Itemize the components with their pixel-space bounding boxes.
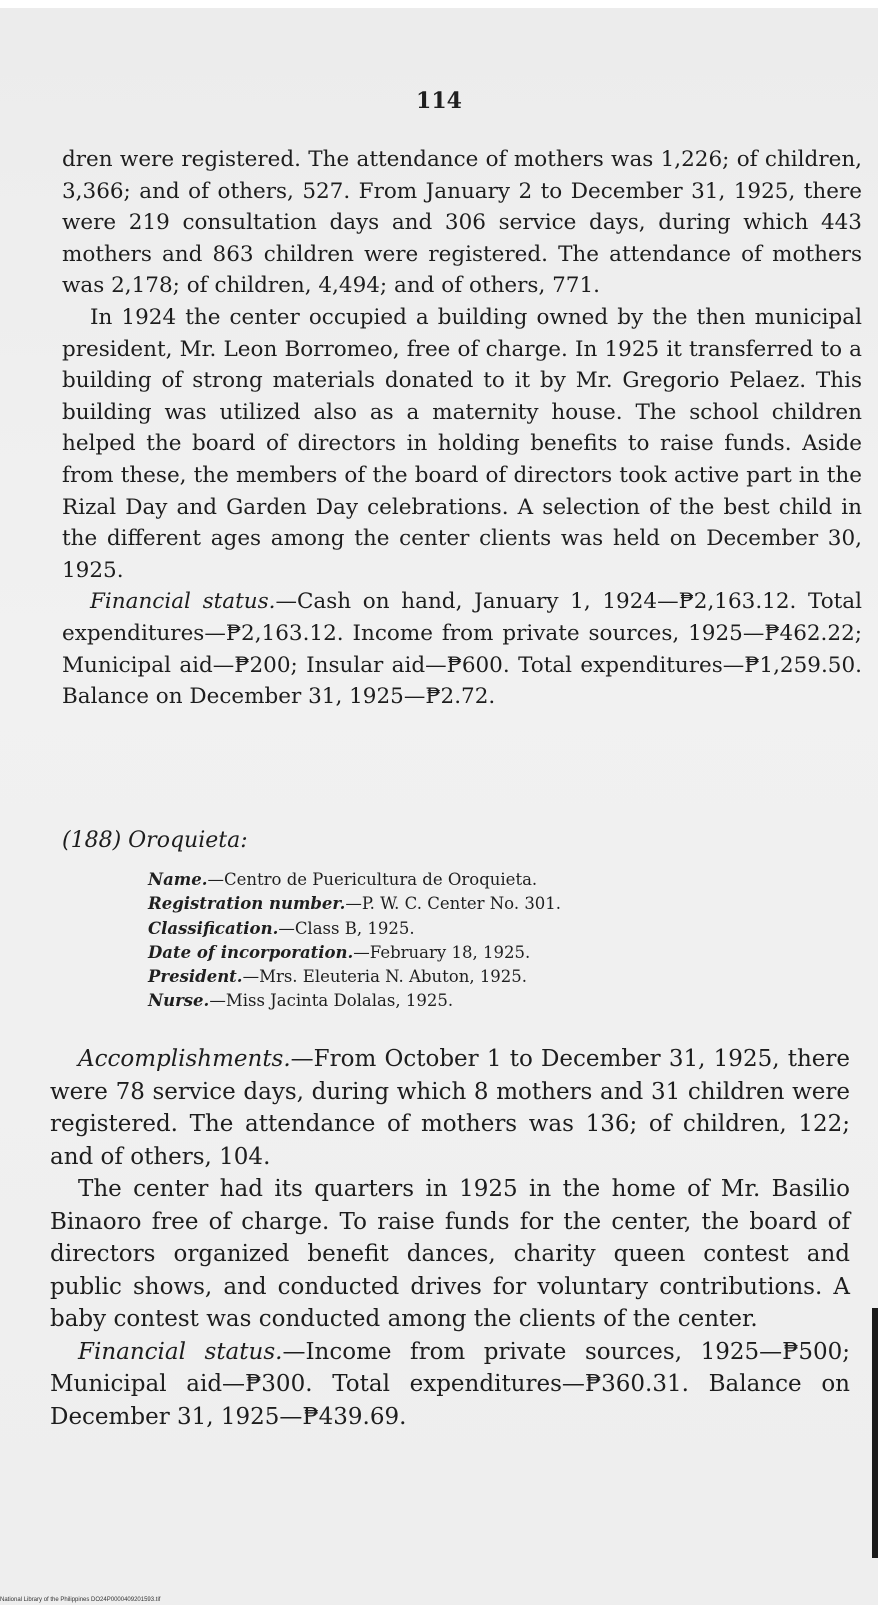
center-info-list — [148, 868, 768, 1014]
document-page — [0, 8, 878, 1605]
page-number: 114 — [416, 88, 462, 114]
paragraph-accomplishments: Accomplishments.—From October 1 to December 31, 1925, there were 78 service days, during which 8 mothers and 31 children were registered. The attendance of mothers was 136; of children, 122; and of others, 104. — [50, 1046, 850, 1170]
info-row-president: President.—Mrs. Eleuteria N. Abuton, 1925. — [148, 967, 528, 987]
scan-footer-caption: National Library of the Philippines DO24P0000409201593.tif — [0, 1597, 161, 1603]
paragraph-financial-status-1: Financial status.—Cash on hand, January 1, 1924—₱2,163.12. Total expenditures—₱2,163.12. Income from private sources, 1925—₱462.22; Municipal aid—₱200; Insular aid—₱600. Total expenditures—₱1,259.50. Balance on December 31, 1925—₱2.72. — [62, 589, 862, 710]
accomplishments-label: Accomplishments. — [78, 1046, 291, 1072]
financial-status-label: Financial status. — [90, 589, 276, 615]
info-row-incorporation: Date of incorporation.—February 18, 1925. — [148, 942, 531, 962]
paragraph-building-history: In 1924 the center occupied a building owned by the then municipal president, Mr. Leon Borromeo, free of charge. In 1925 it transferred to a building of strong materials donated to it by Mr. Gregorio Pelaez. This building was utilized also as a maternity house. The school children helped the board of directors in holding benefits to raise funds. Aside from these, the members of the board of directors took active part in the Rizal Day and Garden Day celebrations. A selection of the best child in the different ages among the center clients was held on December 30, 1925. — [62, 304, 862, 583]
paragraph-quarters: The center had its quarters in 1925 in the home of Mr. Basilio Binaoro free of charge. To raise funds for the center, the board of directors organized benefit dances, charity queen contest and public shows, and conducted drives for voluntary contributions. A baby contest was conducted among the clients of the center. — [50, 1176, 850, 1332]
info-row-classification: Classification.—Class B, 1925. — [148, 918, 415, 938]
section-heading: (188) Oroquieta: — [62, 828, 248, 853]
paragraph-financial-status-2: Financial status.—Income from private sources, 1925—₱500; Municipal aid—₱300. Total expenditures—₱360.31. Balance on December 31, 1925—₱439.69. — [50, 1338, 851, 1430]
info-row-name: Name.—Centro de Puericultura de Oroquieta. — [148, 870, 538, 889]
info-row-registration: Registration number.—P. W. C. Center No. 301. — [148, 894, 562, 914]
scan-edge-shadow — [872, 1308, 878, 1558]
info-row-nurse: Nurse.—Miss Jacinta Dolalas, 1925. — [148, 991, 454, 1011]
financial-status-label: Financial status. — [78, 1338, 283, 1365]
paragraph-registration-summary: dren were registered. The attendance of mothers was 1,226; of children, 3,366; and of others, 527. From January 2 to December 31, 1925, there were 219 consultation days and 306 service days, during which 443 mothers and 863 children were registered. The attendance of mothers was 2,178; of children, 4,494; and of others, 771. — [62, 147, 862, 299]
body-text-lower — [50, 1043, 850, 1433]
body-text-upper — [62, 144, 862, 713]
